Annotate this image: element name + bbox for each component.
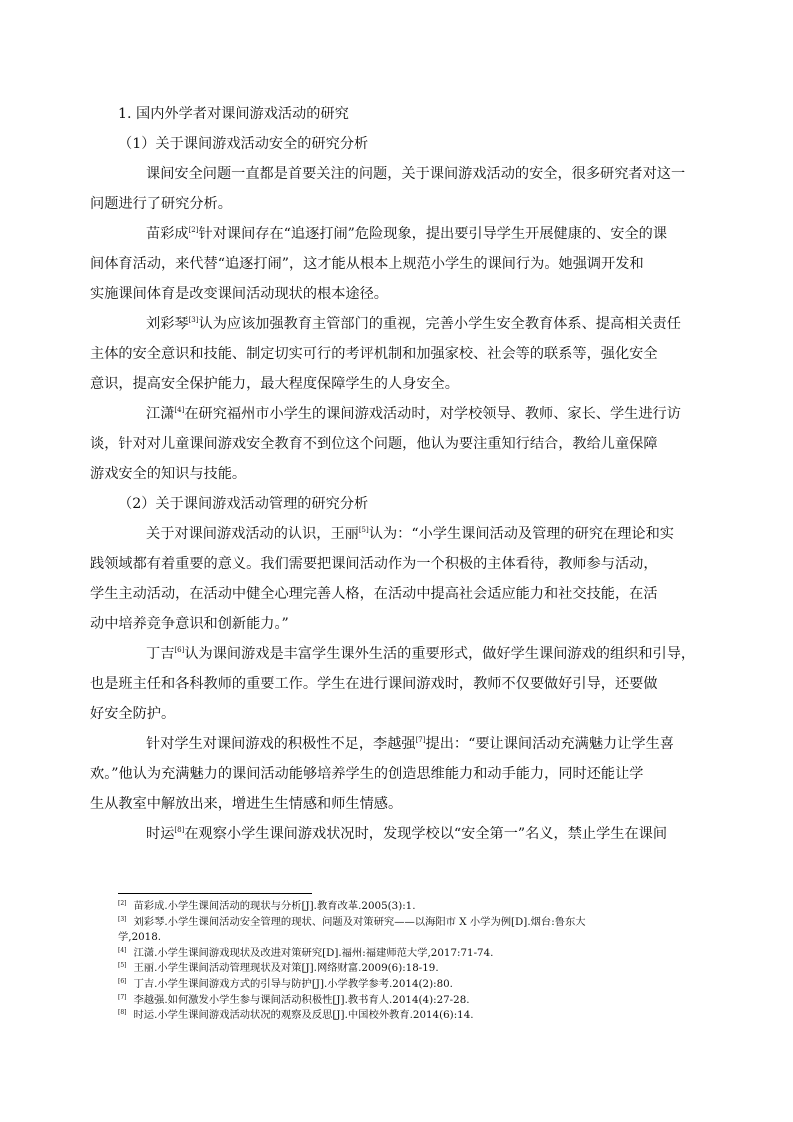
text-line: 苗彩成[2]针对课间存在“追逐打闹”危险现象，提出要引导学生开展健康的、安全的课 [146, 226, 668, 242]
citation-ref: [2] [188, 226, 199, 234]
text-line: 学生主动活动，在活动中健全心理完善人格，在活动中提高社会适应能力和社交技能，在活 [90, 586, 658, 602]
paragraph [90, 519, 684, 639]
footnote-divider [118, 893, 312, 894]
citation-ref: [5] [358, 526, 369, 534]
citation-ref: [8] [174, 826, 185, 834]
footnotes [118, 899, 678, 1024]
text-line: 刘彩琴[3]认为应该加强教育主管部门的重视，完善小学生安全教育体系、提高相关责任 [146, 316, 681, 332]
footnote: [7] 李越强.如何激发小学生参与课间活动积极性[J].教书育人.2014(4):27-28. [118, 993, 470, 1006]
footnote-ref: [4] [118, 946, 127, 954]
paragraph [90, 309, 684, 399]
text-line: 问题进行了研究分析。 [90, 196, 232, 212]
subsection-heading-safety: （1）关于课间游戏活动安全的研究分析 [118, 136, 369, 152]
citation-ref: [3] [188, 316, 199, 324]
text-line: 时运[8]在观察小学生课间游戏状况时，发现学校以“安全第一”名义，禁止学生在课间 [146, 826, 668, 842]
footnote: [2] 苗彩成.小学生课间活动的现状与分析[J].教育改革.2005(3):1. [118, 900, 416, 912]
text-line: 主体的安全意识和技能、制定切实可行的考评机制和加强家校、社会等的联系等，强化安全 [90, 346, 658, 362]
section-heading: 1. 国内外学者对课间游戏活动的研究 [118, 106, 349, 122]
paragraph [90, 729, 684, 819]
text-line: 关于对课间游戏活动的认识，王丽[5]认为：“小学生课间活动及管理的研究在理论和实 [146, 526, 674, 542]
text-line: 生从教室中解放出来，增进生生情感和师生情感。 [90, 796, 403, 812]
subsection-heading-management: （2）关于课间游戏活动管理的研究分析 [118, 496, 369, 512]
footnote: [8] 时运.小学生课间游戏活动状况的观察及反思[J].中国校外教育.2014(6):14. [118, 1009, 474, 1022]
footnote-ref: [7] [118, 993, 127, 1001]
text-line: 意识，提高安全保护能力，最大程度保障学生的人身安全。 [90, 376, 459, 392]
citation-ref: [4] [174, 406, 185, 414]
text-line: 游戏安全的知识与技能。 [90, 466, 247, 482]
citation-ref: [6] [174, 646, 185, 654]
paragraph [90, 399, 684, 489]
body-text [90, 99, 696, 849]
text-line: 动中培养竞争意识和创新能力。” [90, 616, 289, 632]
text-line: 针对学生对课间游戏的积极性不足，李越强[7]提出：“要让课间活动充满魅力让学生喜 [146, 736, 674, 752]
footnote: [3] 刘彩琴.小学生课间活动安全管理的现状、问题及对策研究——以海阳市 X 小学为例[D].烟台:鲁东大 [118, 915, 586, 928]
footnote: [6] 丁吉.小学生课间游戏方式的引导与防护[J].小学教学参考.2014(2):80. [118, 977, 453, 990]
paragraph [90, 159, 686, 219]
footnote-ref: [5] [118, 962, 127, 970]
footnote: [5] 王丽.小学生课间活动管理现状及对策[J].网络财富.2009(6):18-19. [118, 962, 439, 975]
footnote: [4] 江潇.小学生课间游戏现状及改进对策研究[D].福州:福建师范大学,2017:71-74. [118, 946, 494, 959]
footnote-continuation: 学,2018. [118, 931, 162, 944]
paragraph [90, 219, 684, 309]
paragraph [90, 639, 696, 729]
footnote-ref: [8] [118, 1009, 127, 1017]
text-line: 课间安全问题一直都是首要关注的问题，关于课间游戏活动的安全，很多研究者对这一 [146, 166, 686, 182]
text-line: 江潇[4]在研究福州市小学生的课间游戏活动时，对学校领导、教师、家长、学生进行访 [146, 406, 681, 422]
text-line: 也是班主任和各科教师的重要工作。学生在进行课间游戏时，教师不仅要做好引导，还要做 [90, 676, 658, 692]
footnote-ref: [3] [118, 915, 127, 923]
text-line: 间体育活动，来代替“追逐打闹”，这才能从根本上规范小学生的课间行为。她强调开发和 [90, 256, 644, 272]
text-line: 实施课间体育是改变课间活动现状的根本途径。 [90, 286, 388, 302]
citation-ref: [7] [415, 736, 426, 744]
text-line: 丁吉[6]认为课间游戏是丰富学生课外生活的重要形式，做好学生课间游戏的组织和引导， [146, 646, 696, 662]
text-line: 谈，针对对儿童课间游戏安全教育不到位这个问题，他认为要注重知行结合，教给儿童保障 [90, 436, 658, 452]
footnote-ref: [2] [118, 900, 127, 907]
text-line: 好安全防护。 [90, 706, 176, 722]
text-line: 欢。”他认为充满魅力的课间活动能够培养学生的创造思维能力和动手能力，同时还能让学 [90, 766, 644, 782]
paragraph [118, 819, 684, 849]
text-line: 践领域都有着重要的意义。我们需要把课间活动作为一个积极的主体看待，教师参与活动， [90, 556, 658, 572]
footnote-ref: [6] [118, 977, 127, 985]
